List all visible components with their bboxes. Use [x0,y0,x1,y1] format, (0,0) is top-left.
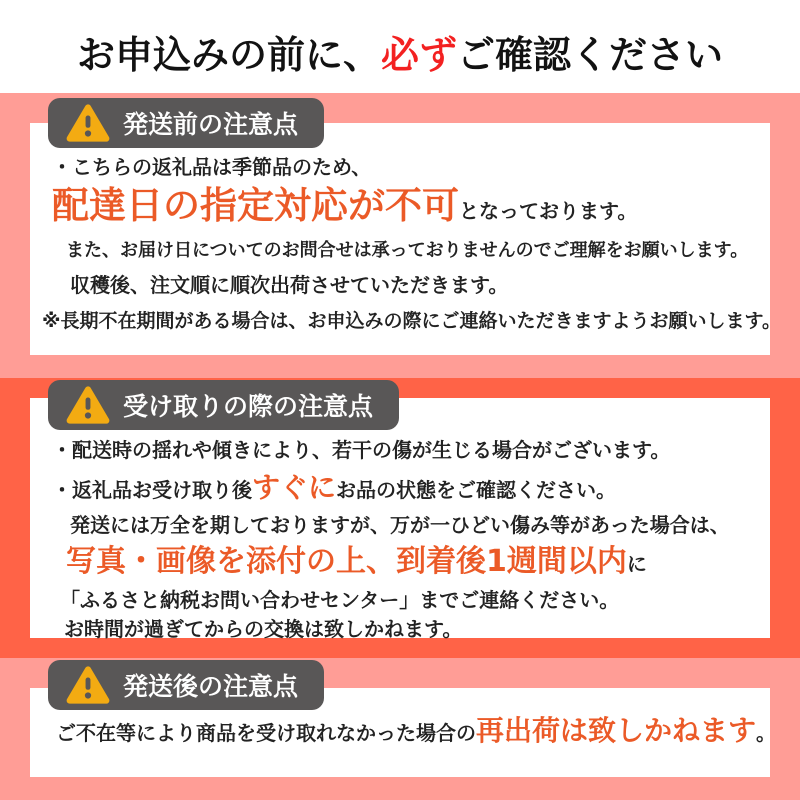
notice-line: 「ふるさと納税お問い合わせセンター」までご連絡ください。 [60,588,620,612]
section-header-label: 発送前の注意点 [123,110,299,139]
warning-icon [66,386,110,424]
notice-text: ・配送時の揺れや傾きにより、若干の傷が生じる場合がございます。 [52,438,671,462]
notice-box-before-shipping [30,123,781,355]
section-header-label: 受け取りの際の注意点 [123,392,374,421]
notice-text: ・こちらの返礼品は季節品のため、 [52,155,372,179]
warning-icon [66,666,110,704]
notice-text: となっております。 [459,199,638,223]
notice-line: 発送には万全を期しておりますが、万が一ひどい傷み等があった場合は、 [70,513,730,537]
notice-line: ※長期不在期間がある場合は、お申込みの際にご連絡いただきますようお願いします。 [42,310,781,332]
accent-text: 配達日の指定対応が不可 [52,184,459,227]
accent-text: 再出荷は致しかねます [476,714,757,747]
notice-line: また、お届け日についてのお問合せは承っておりませんのでご理解をお願いします。 [66,240,749,261]
page-title [0,24,800,79]
notice-text: お品の状態をご確認ください。 [336,478,617,502]
section-header-on-receipt [48,380,399,430]
section-header-before-shipping [48,98,324,148]
title-part2: ご確認ください [457,33,724,77]
notice-text: に [626,552,647,576]
notice-line [30,535,770,577]
section-header-label: 発送後の注意点 [123,672,299,701]
warning-icon [66,104,110,142]
notice-text: ご不在等により商品を受け取れなかった場合の [56,721,476,745]
title-emphasis: 必ず [380,33,457,77]
notice-line: お時間が過ぎてからの交換は致しかねます。 [64,617,463,641]
accent-text: すぐに [252,471,337,504]
notice-line [30,460,770,502]
section-header-after-shipping [48,660,324,710]
notice-line [30,177,770,227]
notice-line: 収穫後、注文順に順次出荷させていただきます。 [70,273,509,297]
title-part1: お申込みの前に、 [76,33,381,77]
notice-box-on-receipt [30,398,770,641]
notice-text: ・返礼品お受け取り後 [52,478,252,502]
notice-text: 。 [756,721,777,745]
accent-text: 写真・画像を添付の上、到着後1週間以内 [66,544,627,579]
